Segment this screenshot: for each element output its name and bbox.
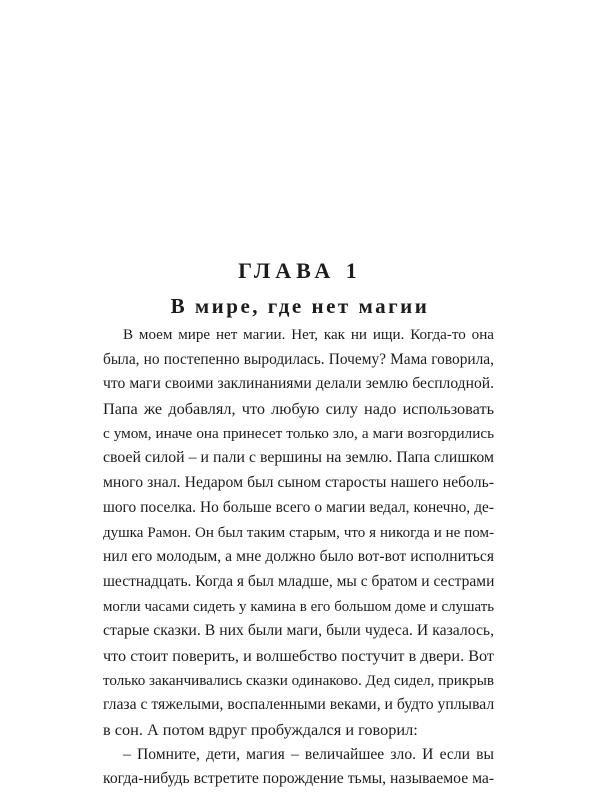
- text-line: только заканчивались сказки одинаково. Дед сидел, прикрыв: [103, 672, 495, 689]
- text-line: в сон. А потом вдруг пробуждался и говорил:: [103, 720, 418, 739]
- text-line: глаза с тяжелыми, воспаленными веками, и будто уплывал: [103, 696, 495, 714]
- chapter-heading: ГЛАВА 1: [238, 258, 362, 283]
- text-line: В моем мире нет магии. Нет, как ни ищи. Когда-то она: [123, 327, 494, 343]
- text-line: когда-нибудь встретите порождение тьмы, называемое ма-: [103, 770, 495, 788]
- text-line: старые сказки. В них были маги, были чудеса. И казалось,: [103, 622, 494, 640]
- text-line: шестнадцать. Когда я был младше, мы с братом и сестрами: [103, 572, 495, 590]
- text-line: могли часами сидеть у камина в его большом доме и слушать: [103, 598, 494, 615]
- text-line: своей силой – и пали с вершины на землю. Папа слишком: [103, 449, 494, 467]
- text-line: с умом, иначе она принесет только зло, а маги возгордились: [103, 424, 494, 442]
- text-line: что стоит поверить, и волшебство постучит в двери. Вот: [103, 646, 494, 665]
- text-line: – Помните, дети, магия – величайшее зло. И если вы: [123, 745, 494, 763]
- text-line: была, но постепенно выродилась. Почему? Мама говорила,: [103, 350, 494, 368]
- chapter-title: В мире, где нет магии: [170, 294, 430, 318]
- text-line: Папа же добавлял, что любую силу надо использовать: [103, 399, 494, 419]
- text-line: душка Рамон. Он был таким старым, что я никогда и не пом-: [103, 524, 494, 541]
- text-line: что маги своими заклинаниями делали землю бесплодной.: [103, 375, 494, 393]
- chapter-body-text: [103, 323, 494, 792]
- text-line: нил его молодым, а мне должно было вот-вот исполниться: [103, 548, 494, 566]
- text-line: шого поселка. Но больше всего о магии ведал, конечно, де-: [103, 498, 494, 516]
- text-line: много знал. Недаром был сыном старосты нашего неболь-: [103, 474, 494, 492]
